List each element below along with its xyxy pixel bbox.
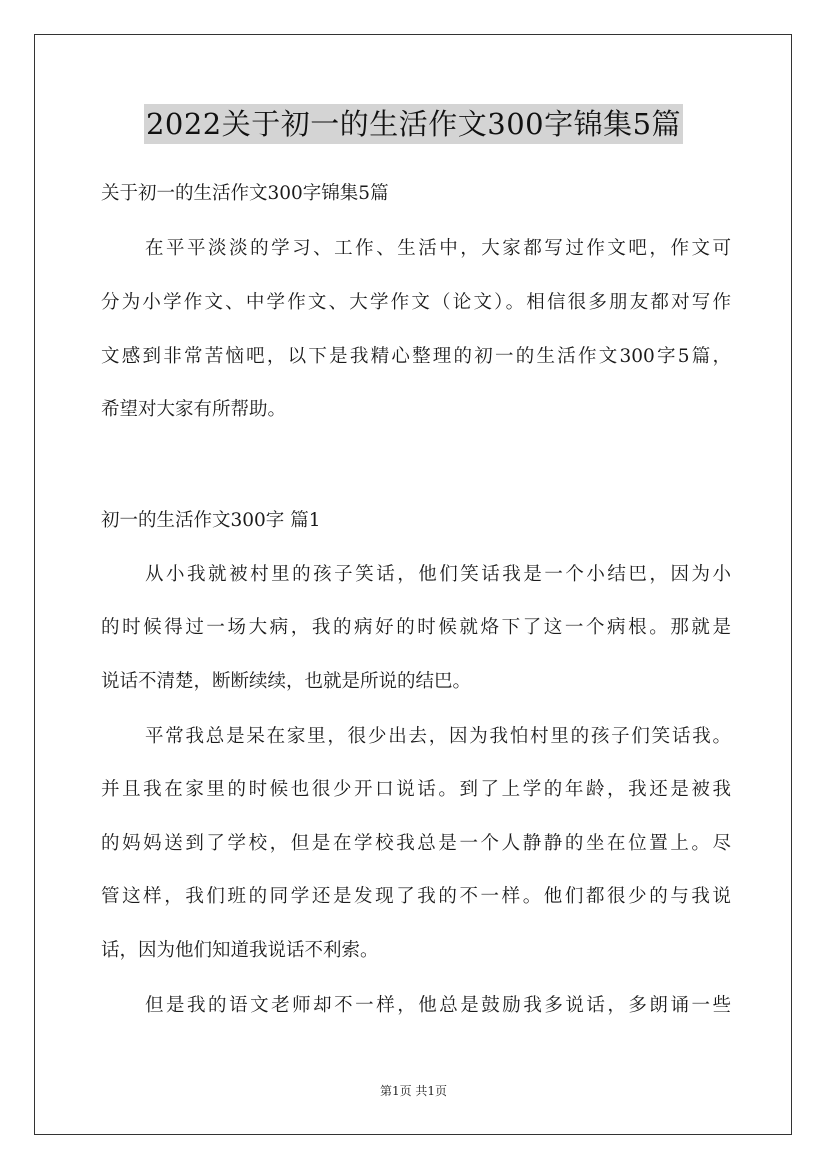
intro-line-2: 分为小学作文、中学作文、大学作文（论文）。相信很多朋友都对写作 (101, 292, 731, 313)
page-indicator: 第1页 共1页 (379, 1084, 448, 1098)
title-container (0, 104, 827, 144)
paragraph2-line-5: 话，因为他们知道我说话不利索。 (101, 940, 379, 961)
document-subtitle: 关于初一的生活作文300字锦集5篇 (101, 183, 389, 204)
paragraph3-line-1: 但是我的语文老师却不一样，他总是鼓励我多说话，多朗诵一些 (145, 995, 731, 1016)
paragraph2-line-4: 管这样，我们班的同学还是发现了我的不一样。他们都很少的与我说 (101, 886, 731, 907)
intro-line-3: 文感到非常苦恼吧，以下是我精心整理的初一的生活作文300字5篇， (101, 346, 731, 367)
paragraph2-line-1: 平常我总是呆在家里，很少出去，因为我怕村里的孩子们笑话我。 (145, 726, 731, 747)
intro-line-1: 在平平淡淡的学习、工作、生活中，大家都写过作文吧，作文可 (145, 238, 731, 259)
paragraph1-line-3: 说话不清楚，断断续续，也就是所说的结巴。 (101, 671, 472, 692)
section-heading: 初一的生活作文300字 篇1 (101, 510, 321, 531)
paragraph2-line-3: 的妈妈送到了学校，但是在学校我总是一个人静静的坐在位置上。尽 (101, 833, 731, 854)
paragraph2-line-2: 并且我在家里的时候也很少开口说话。到了上学的年龄，我还是被我 (101, 779, 731, 800)
paragraph1-line-2: 的时候得过一场大病，我的病好的时候就烙下了这一个病根。那就是 (101, 617, 731, 638)
document-title: 2022关于初一的生活作文300字锦集5篇 (144, 104, 683, 144)
intro-line-4: 希望对大家有所帮助。 (101, 399, 287, 420)
paragraph1-line-1: 从小我就被村里的孩子笑话，他们笑话我是一个小结巴，因为小 (145, 564, 731, 585)
